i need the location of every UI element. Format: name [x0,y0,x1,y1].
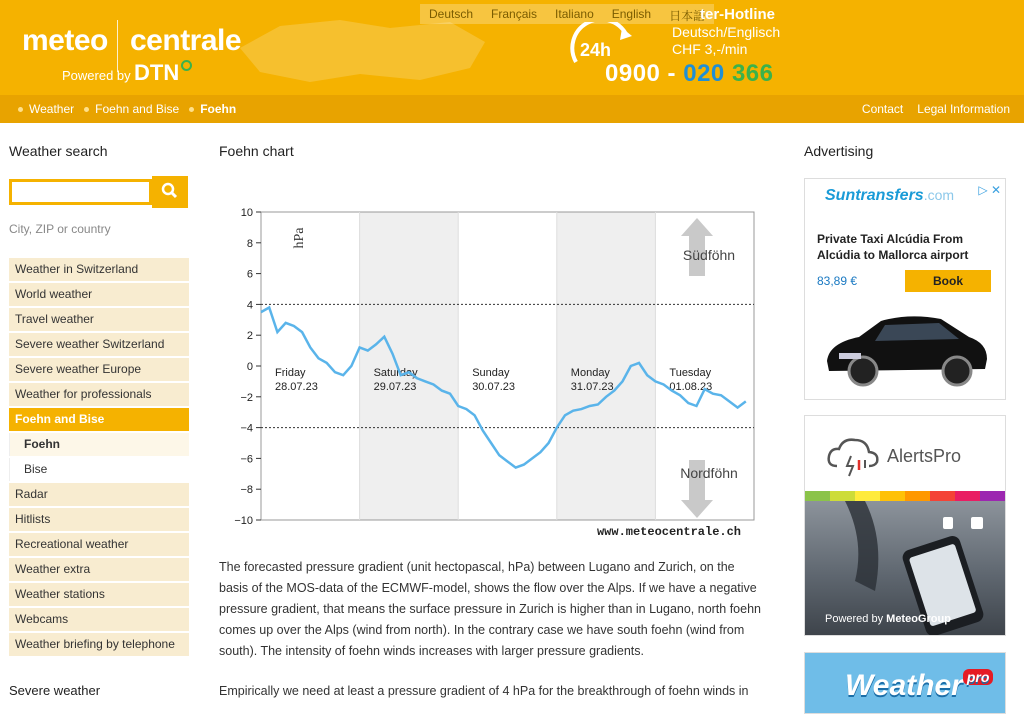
ad-alertspro[interactable] [804,415,1006,636]
chart-threshold-lines [261,304,754,427]
sidebar-item-severe-weather-europe[interactable]: Severe weather Europe [9,358,189,381]
ad2-powered-label: Powered by [825,613,884,625]
sidebar-item-weather-for-professionals[interactable]: Weather for professionals [9,383,189,406]
ad2-color-bar [805,491,1005,501]
chart-day-bands [360,212,656,520]
search-button[interactable] [152,176,188,208]
logo-meteo[interactable]: meteo [22,24,108,57]
suntransfers-brand-suffix: .com [923,187,955,203]
lang-english[interactable]: English [611,7,652,21]
foehn-chart [219,200,759,540]
sidebar-item-recreational-weather[interactable]: Recreational weather [9,533,189,556]
chart-y-tick-label: 4 [246,299,253,312]
hotline-number-end: 366 [731,60,774,87]
breadcrumb-foehn-and-bise[interactable] [84,102,179,116]
advertising-title: Advertising [804,143,874,159]
search-hint: City, ZIP or country [9,222,111,236]
breadcrumb-weather[interactable] [18,102,74,116]
chart-day-band [360,212,459,520]
page-title: Foehn chart [219,143,294,159]
chart-day-name: Tuesday [669,367,712,380]
lang-japanese[interactable]: 日本語 [669,9,706,23]
search-icon [152,176,188,208]
chart-day-date: 28.07.23 [275,381,318,394]
sidebar-item-severe-weather-switzerland[interactable]: Severe weather Switzerland [9,333,189,356]
bullet-icon [189,107,194,112]
chart-y-tick-label: −8 [240,484,253,497]
ad-weatherpro[interactable] [804,652,1006,714]
south-foehn-label: Südföhn [682,247,736,263]
sidebar-item-radar[interactable]: Radar [9,483,189,506]
car-icon [819,301,993,391]
suntransfers-logo [825,187,954,205]
sidebar-item-hitlists[interactable]: Hitlists [9,508,189,531]
hotline-number-mid: 020 [683,60,725,87]
ad1-book-button[interactable]: Book [905,270,991,292]
logo-separator [117,20,118,72]
bullet-icon [84,107,89,112]
chart-day-name: Monday [570,367,610,380]
chart-y-tick-label: −2 [240,391,253,404]
sidebar-item-weather-extra[interactable]: Weather extra [9,558,189,581]
chart-y-ticks [234,207,261,527]
sidebar-subitem-foehn[interactable]: Foehn [9,433,189,456]
chart-day-name: Sunday [472,367,510,380]
chart-day-name: Friday [275,367,306,380]
weatherpro-label: Weather [845,669,963,702]
chart-y-tick-label: −4 [240,422,253,435]
site-header [0,0,1024,95]
chart-watermark: www.meteocentrale.ch [596,525,741,539]
breadcrumb-label: Weather [29,102,75,116]
chart-day-date: 31.07.23 [570,381,614,394]
ad2-powered-by [825,613,951,625]
meteogroup-brand: MeteoGroup [886,613,951,625]
hotline-language: Deutsch/Englisch [672,24,781,40]
sidebar-subitem-bise[interactable]: Bise [9,458,189,481]
bullet-icon [18,107,23,112]
hotline-number-prefix: 0900 - [605,60,677,87]
breadcrumb [18,102,246,116]
lang-italiano[interactable]: Italiano [555,7,594,21]
hotline-number[interactable] [605,60,774,88]
chart-y-tick-label: 2 [246,330,253,343]
search-row [9,179,188,208]
sidebar-item-travel-weather[interactable]: Travel weather [9,308,189,331]
powered-by-label: Powered by [62,68,131,83]
breadcrumb-foehn[interactable] [189,102,236,116]
foehn-explanation-paragraph: The forecasted pressure gradient (unit hectopascal, hPa) between Lugano and Zurich, on the basis of the MOS-data of the ECMWF-model, shows the flow over the Alps. If we have a negative pressure gradient, that means the surface pressure in Zurich is higher than in Lugano, north foehn comes up over the Alps (wind from north). In the contrary case we have south foehn (wind from south). The intensity of foehn winds increases with larger pressure gradients. [219,560,761,658]
ad-suntransfers[interactable] [804,178,1006,400]
dtn-logo: DTN [134,60,180,85]
lang-francais[interactable]: Français [491,7,538,21]
sidebar-item-webcams[interactable]: Webcams [9,608,189,631]
sidebar-item-weather-in-switzerland[interactable]: Weather in Switzerland [9,258,189,281]
ad1-headline: Private Taxi Alcúdia From Alcúdia to Mallorca airport [817,232,969,262]
search-input[interactable] [9,179,152,205]
hotline-price: CHF 3,-/min [672,41,748,57]
logo-centrale[interactable]: centrale [130,24,242,57]
language-switcher [420,4,714,24]
chart-y-tick-label: −6 [240,453,253,466]
legal-information-link[interactable]: Legal Information [917,102,1010,116]
lang-deutsch[interactable]: Deutsch [429,7,474,21]
top-links [848,102,1010,116]
ad-choices-close-icon[interactable]: ▷ ✕ [978,183,1001,197]
suntransfers-brand: Suntransfers [825,187,924,204]
chart-day-name: Saturday [373,367,418,380]
sidebar-menu [9,258,189,658]
chart-day-date: 30.07.23 [472,381,516,394]
weatherpro-pro-badge: pro [963,669,994,685]
chart-day-date: 01.08.23 [669,381,713,394]
chart-y-tick-label: 8 [246,237,253,250]
weather-search-title: Weather search [9,143,108,159]
breadcrumb-label: Foehn and Bise [95,102,180,116]
main-content [219,130,779,698]
hotline-info [672,24,780,58]
nav-bar [0,95,1024,123]
hotline-title: ter-Hotline [700,6,775,23]
sidebar [9,130,189,698]
hotline-badge-text: 24h [580,40,612,60]
chart-y-tick-label: −10 [234,515,253,527]
chart-day-date: 29.07.23 [373,381,417,394]
severe-weather-title: Severe weather [9,683,101,698]
alert-cloud-icon [825,432,881,478]
sidebar-item-weather-stations[interactable]: Weather stations [9,583,189,606]
alertspro-brand: AlertsPro [887,446,962,466]
chart-y-tick-label: 10 [240,207,253,219]
sidebar-item-weather-briefing-by-telephone[interactable]: Weather briefing by telephone [9,633,189,656]
chart-y-tick-label: 6 [246,268,253,281]
chart-y-axis-label: hPa [292,227,307,249]
north-foehn-label: Nordföhn [680,465,738,481]
weatherpro-brand [845,669,993,703]
chart-y-tick-label: 0 [246,361,253,373]
contact-link[interactable]: Contact [861,102,904,116]
sidebar-item-world-weather[interactable]: World weather [9,283,189,306]
ad1-price: 83,89 € [817,274,858,288]
foehn-threshold-paragraph: Empirically we need at least a pressure gradient of 4 hPa for the breakthrough of foehn winds in [219,684,749,698]
sidebar-item-foehn-and-bise[interactable]: Foehn and Bise [9,408,189,431]
breadcrumb-label: Foehn [200,102,237,116]
dtn-logo-dot-icon [181,60,192,71]
